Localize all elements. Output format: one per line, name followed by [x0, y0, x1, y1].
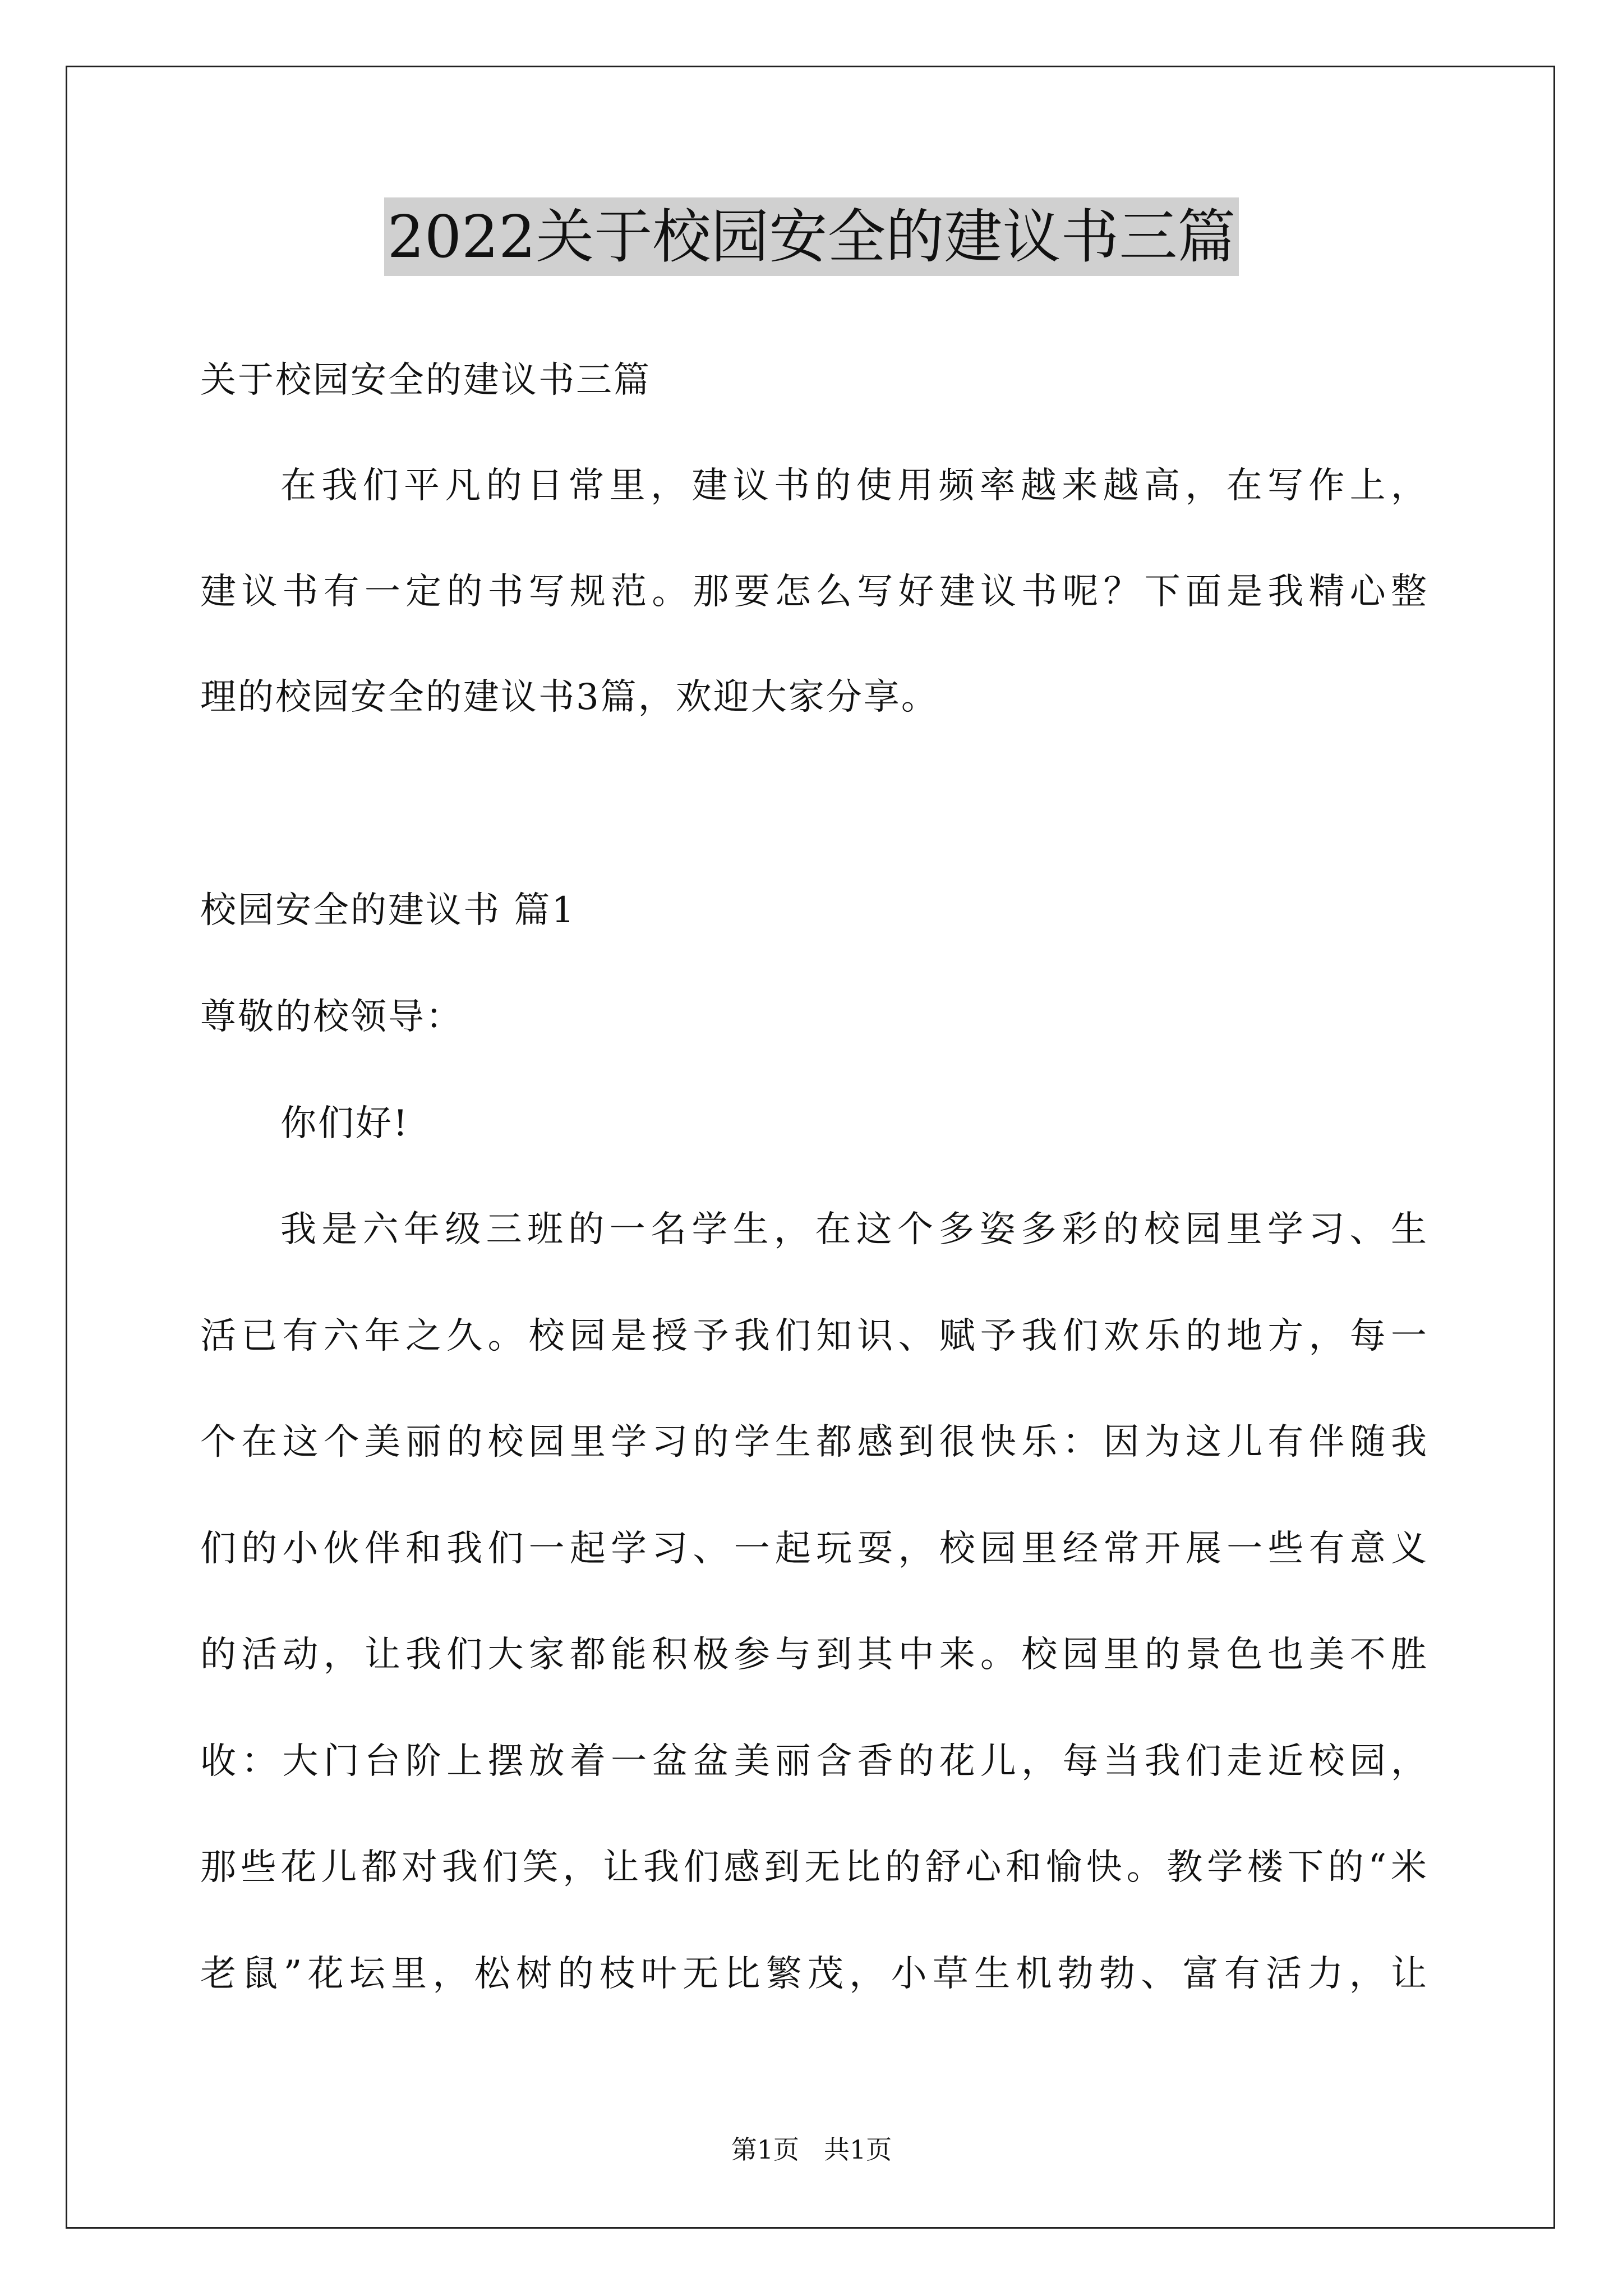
section-heading: 校园安全的建议书 篇1: [200, 890, 577, 931]
page-total: 共1页: [823, 2134, 892, 2165]
document-title: 2022关于校园安全的建议书三篇: [384, 197, 1239, 276]
page-footer: [0, 2133, 1623, 2166]
body-line-4: 们的小伙伴和我们一起学习、一起玩耍，校园里经常开展一些有意义: [200, 1528, 1428, 1570]
body-line-1: 我是六年级三班的一名学生，在这个多姿多彩的校园里学习、生: [280, 1209, 1428, 1250]
body-line-8: 老鼠”花坛里，松树的枝叶无比繁茂，小草生机勃勃、富有活力，让: [200, 1953, 1428, 1995]
body-line-7: 那些花儿都对我们笑，让我们感到无比的舒心和愉快。教学楼下的“米: [200, 1847, 1428, 1888]
body-line-5: 的活动，让我们大家都能积极参与到其中来。校园里的景色也美不胜: [200, 1634, 1428, 1676]
greeting: 你们好!: [280, 1103, 409, 1144]
document-subtitle: 关于校园安全的建议书三篇: [200, 360, 651, 401]
body-line-2: 活已有六年之久。校园是授予我们知识、赋予我们欢乐的地方，每一: [200, 1315, 1428, 1357]
intro-line-1: 在我们平凡的日常里，建议书的使用频率越来越高，在写作上，: [280, 465, 1428, 507]
title-container: [0, 197, 1623, 276]
page-number: 第1页: [731, 2134, 800, 2165]
salutation: 尊敬的校领导：: [200, 996, 463, 1038]
body-line-6: 收：大门台阶上摆放着一盆盆美丽含香的花儿，每当我们走近校园，: [200, 1741, 1428, 1782]
intro-line-2: 建议书有一定的书写规范。那要怎么写好建议书呢？下面是我精心整: [200, 571, 1428, 613]
intro-line-3: 理的校园安全的建议书3篇，欢迎大家分享。: [200, 677, 939, 718]
body-line-3: 个在这个美丽的校园里学习的学生都感到很快乐：因为这儿有伴随我: [200, 1421, 1428, 1463]
